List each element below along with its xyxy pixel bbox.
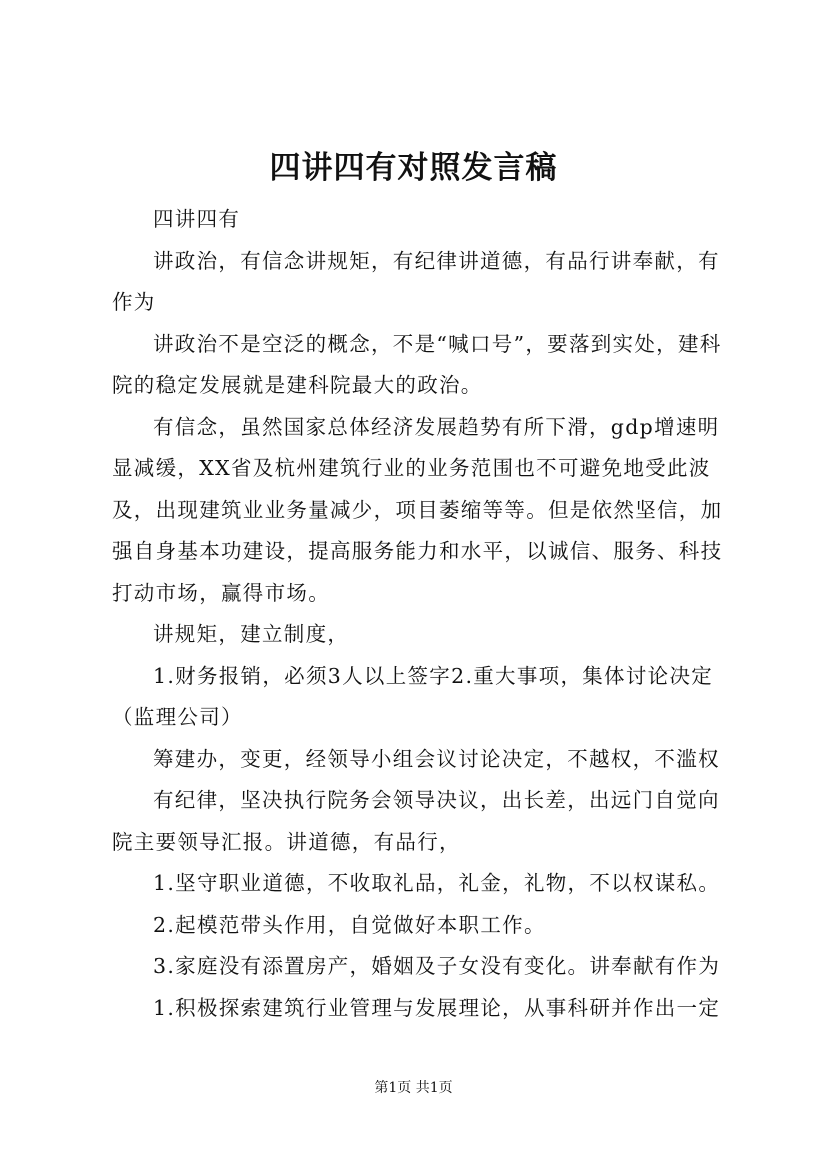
paragraph: 1.积极探索建筑行业管理与发展理论，从事科研并作出一定 xyxy=(153,995,721,1020)
paragraph: 讲政治不是空泛的概念，不是“喊口号”，要落到实处，建科院的稳定发展就是建科院最大的政治。 xyxy=(112,331,722,397)
paragraph: 筹建办，变更，经领导小组会议讨论决定，不越权，不滥权 xyxy=(153,746,720,771)
document-body xyxy=(112,199,727,1029)
paragraph: 有纪律，坚决执行院务会领导决议，出长差，出远门自觉向院主要领导汇报。讲道德，有品行， xyxy=(112,788,720,854)
paragraph: 四讲四有 xyxy=(153,207,241,231)
page-footer: 第1页 共1页 xyxy=(374,1080,453,1096)
paragraph: 有信念，虽然国家总体经济发展趋势有所下滑，gdp增速明显减缓，XX省及杭州建筑行业的业务范围也不可避免地受此波及，出现建筑业业务量减少，项目萎缩等等。但是依然坚信，加强自身基本功建设，提高服务能力和水平，以诚信、服务、科技打动市场，赢得市场。 xyxy=(112,414,723,605)
paragraph: 讲政治，有信念讲规矩，有纪律讲道德，有品行讲奉献，有作为 xyxy=(112,248,720,314)
paragraph: 1.财务报销，必须3人以上签字2.重大事项，集体讨论决定（监理公司） xyxy=(112,663,714,729)
paragraph: 3.家庭没有添置房产，婚姻及子女没有变化。讲奉献有作为 xyxy=(153,954,721,978)
paragraph: 1.坚守职业道德，不收取礼品，礼金，礼物，不以权谋私。 xyxy=(153,871,721,895)
document-title: 四讲四有对照发言稿 xyxy=(269,150,558,186)
paragraph: 2.起模范带头作用，自觉做好本职工作。 xyxy=(153,912,546,937)
paragraph: 讲规矩，建立制度， xyxy=(153,622,350,646)
